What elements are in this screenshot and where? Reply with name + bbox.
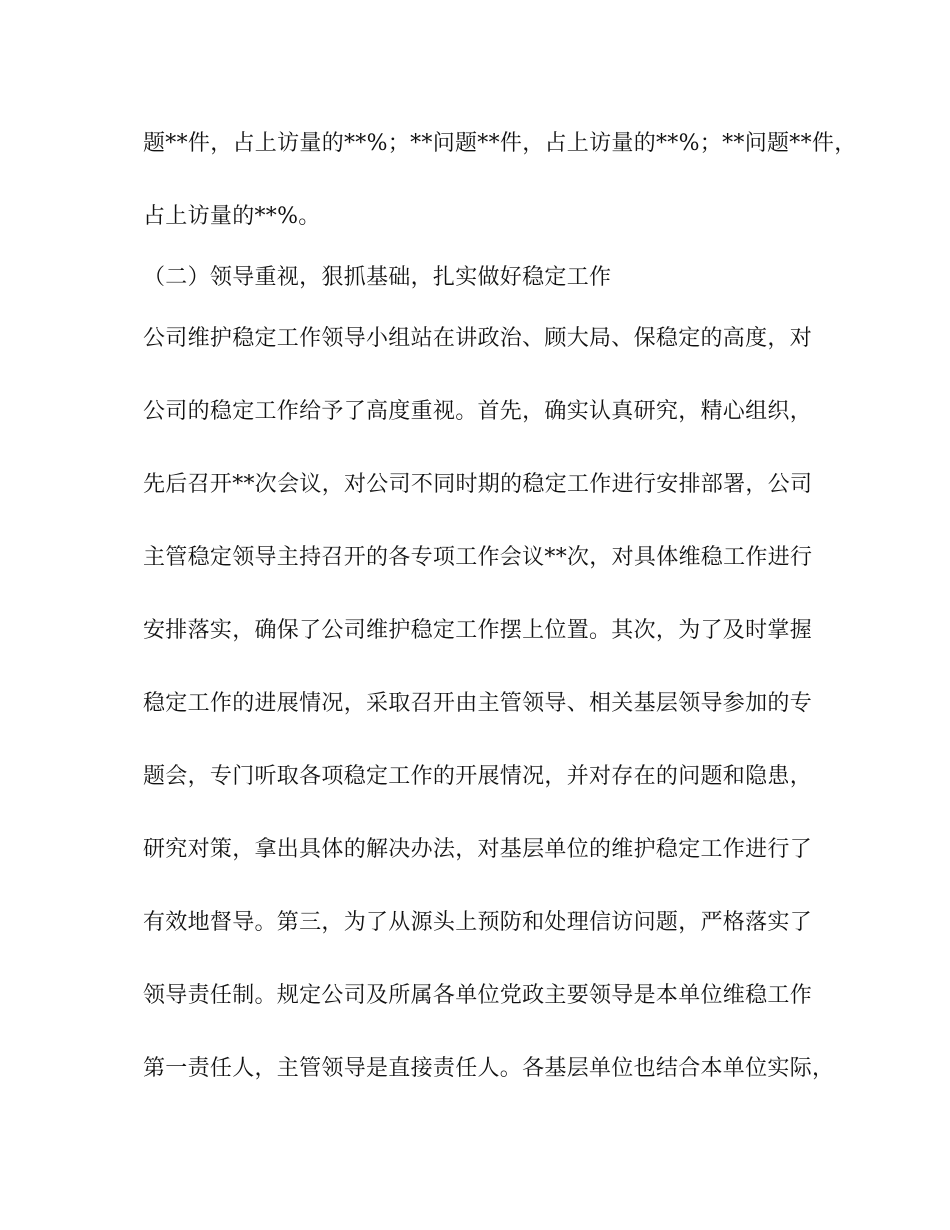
text-line-13: 领导责任制。规定公司及所属各单位党政主要领导是本单位维稳工作 (143, 983, 813, 1008)
text-line-14: 第一责任人，主管领导是直接责任人。各基层单位也结合本单位实际， (143, 1056, 835, 1081)
text-line-8: 安排落实，确保了公司维护稳定工作摆上位置。其次，为了及时掌握 (143, 618, 813, 643)
text-line-6: 先后召开**次会议，对公司不同时期的稳定工作进行安排部署，公司 (143, 472, 813, 497)
text-line-9: 稳定工作的进展情况，采取召开由主管领导、相关基层领导参加的专 (143, 691, 813, 716)
section-heading: （二）领导重视，狠抓基础，扎实做好稳定工作 (143, 265, 612, 290)
text-line-10: 题会，专门听取各项稳定工作的开展情况，并对存在的问题和隐患， (143, 764, 813, 789)
text-line-12: 有效地督导。第三，为了从源头上预防和处理信访问题，严格落实了 (143, 910, 813, 935)
text-line-2: 占上访量的**%。 (143, 204, 321, 229)
text-line-1: 题**件，占上访量的**%；**问题**件，占上访量的**%；**问题**件， (143, 131, 857, 156)
text-line-11: 研究对策，拿出具体的解决办法，对基层单位的维护稳定工作进行了 (143, 837, 813, 862)
text-line-7: 主管稳定领导主持召开的各专项工作会议**次，对具体维稳工作进行 (143, 545, 813, 570)
text-line-5: 公司的稳定工作给予了高度重视。首先，确实认真研究，精心组织， (143, 399, 813, 424)
text-line-4: 公司维护稳定工作领导小组站在讲政治、顾大局、保稳定的高度，对 (143, 326, 813, 351)
